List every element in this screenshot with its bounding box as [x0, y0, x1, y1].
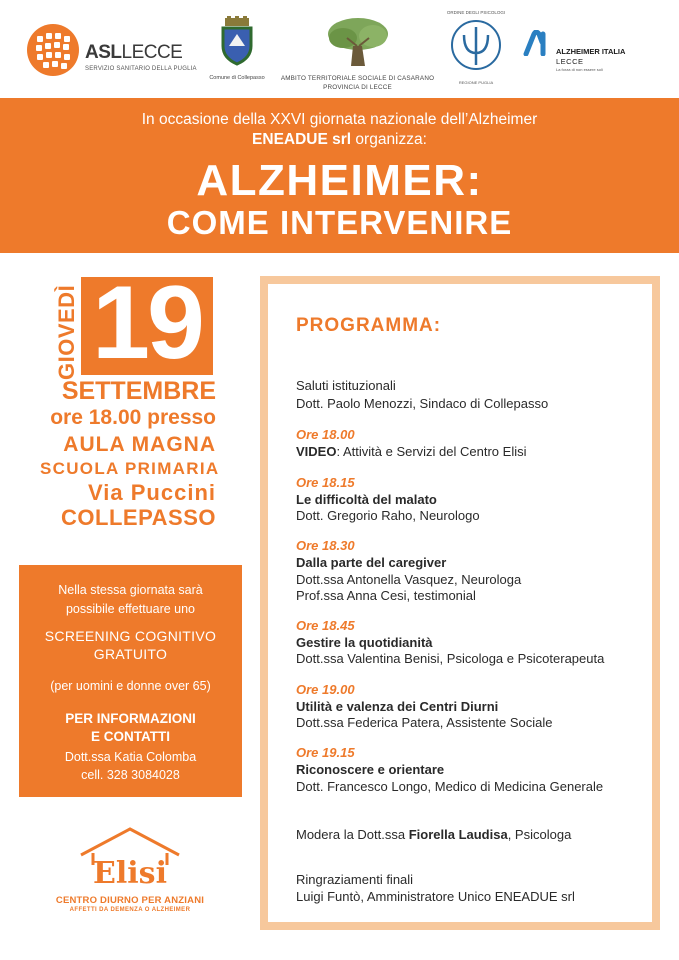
item-6-title: Riconoscere e orientare — [296, 762, 445, 777]
item-5-title: Utilità e valenza dei Centri Diurni — [296, 699, 499, 714]
item-5-speaker: Dott.ssa Federica Patera, Assistente Sociale — [296, 715, 553, 730]
item-3-speaker-1: Dott.ssa Antonella Vasquez, Neurologa — [296, 572, 522, 587]
event-title: ALZHEIMER: — [196, 156, 483, 205]
organizer-verb: organizza: — [351, 131, 427, 148]
asl-dots-icon — [27, 24, 79, 76]
item-3-speaker-2: Prof.ssa Anna Cesi, testimonial — [296, 588, 476, 603]
item-4-title: Gestire la quotidianità — [296, 635, 433, 650]
screening-free: GRATUITO — [93, 646, 168, 662]
event-details — [40, 377, 220, 531]
elisi-name: Elisi — [93, 856, 167, 891]
screening-audience: (per uomini e donne over 65) — [50, 679, 211, 693]
contact-phone: cell. 328 3084028 — [81, 768, 180, 782]
elisi-subtitle: CENTRO DIURNO PER ANZIANI — [55, 895, 205, 906]
item-2-speaker: Dott. Gregorio Raho, Neurologo — [296, 508, 480, 523]
info-line-2: possibile effettuare uno — [65, 602, 196, 616]
olive-tree-icon — [323, 16, 393, 68]
venue-label: AULA MAGNA — [63, 433, 216, 456]
alzheimer-mark-icon — [522, 30, 552, 56]
item-5-time: Ore 19.00 — [296, 682, 355, 697]
programma-title: PROGRAMMA: — [296, 315, 442, 336]
title-band — [0, 98, 679, 253]
item-2-time: Ore 18.15 — [296, 475, 355, 490]
item-6-time: Ore 19.15 — [296, 745, 355, 760]
item-3-title: Dalla parte del caregiver — [296, 555, 447, 570]
comune-logo — [206, 16, 268, 88]
contacts-title-1: PER INFORMAZIONI — [65, 711, 196, 726]
weekday-vertical — [52, 272, 79, 382]
town-label: COLLEPASSO — [61, 505, 216, 530]
programma-content — [268, 284, 652, 922]
ordine-bottom-label: REGIONE PUGLIA — [458, 80, 494, 85]
comune-crest-icon — [219, 16, 255, 66]
closing-title: Ringraziamenti finali — [296, 872, 414, 887]
month-label: SETTEMBRE — [61, 377, 216, 405]
alzheimer-italia-logo — [522, 30, 662, 80]
ambito-logo — [275, 16, 440, 94]
asl-lecce-logo — [27, 22, 202, 82]
psi-icon — [448, 17, 504, 75]
screening-info-box — [19, 565, 242, 797]
elisi-logo — [40, 825, 220, 920]
moderator-line: Modera la Dott.ssa Fiorella Laudisa, Psicologa — [296, 827, 572, 842]
alz-city: LECCE — [556, 57, 584, 66]
elisi-tagline: AFFETTI DA DEMENZA O ALZHEIMER — [69, 907, 191, 913]
item-2-title: Le difficoltà del malato — [296, 492, 437, 507]
asl-subtitle: SERVIZIO SANITARIO DELLA PUGLIA — [85, 66, 197, 72]
item-1-title: VIDEO: Attività e Servizi del Centro Elisi — [296, 444, 527, 459]
programma-panel — [260, 276, 660, 930]
time-label: ore 18.00 presso — [50, 406, 216, 429]
alz-tagline: La forza di non essere soli — [556, 67, 603, 72]
ambito-title: AMBITO TERRITORIALE SOCIALE DI CASARANO — [280, 75, 435, 82]
asl-name: ASLLECCE — [85, 42, 183, 63]
occasion-line: In occasione della XXVI giornata nazionale dell’Alzheimer — [141, 111, 538, 128]
closing-speaker: Luigi Funtò, Amministratore Unico ENEADUE srl — [296, 889, 575, 904]
school-label: SCUOLA PRIMARIA — [40, 459, 220, 478]
item-6-speaker: Dott. Francesco Longo, Medico di Medicina Generale — [296, 779, 604, 794]
screening-title: SCREENING COGNITIVO — [44, 628, 217, 644]
logo-strip — [0, 0, 679, 98]
saluti-speaker: Dott. Paolo Menozzi, Sindaco di Collepasso — [296, 396, 549, 411]
item-3-time: Ore 18.30 — [296, 538, 355, 553]
item-4-speaker: Dott.ssa Valentina Benisi, Psicologa e Psicoterapeuta — [296, 651, 605, 666]
saluti-title: Saluti istituzionali — [296, 378, 396, 393]
organizer-line — [0, 131, 679, 149]
ambito-province: PROVINCIA DI LECCE — [323, 84, 392, 91]
ordine-psicologi-logo — [442, 10, 510, 90]
item-1-time: Ore 18.00 — [296, 427, 355, 442]
item-4-time: Ore 18.45 — [296, 618, 355, 633]
contacts-title-2: E CONTATTI — [91, 729, 170, 744]
contact-name: Dott.ssa Katia Colomba — [64, 750, 197, 764]
info-line-1: Nella stessa giornata sarà — [58, 583, 203, 597]
comune-label: Comune di Collepasso — [209, 75, 265, 81]
event-subtitle: COME INTERVENIRE — [166, 204, 513, 241]
organizer-name: ENEADUE srl — [252, 131, 352, 148]
day-number: 19 — [92, 265, 202, 381]
street-label: Via Puccini — [88, 480, 216, 505]
alz-name: ALZHEIMER ITALIA — [556, 47, 626, 56]
weekday-label: GIOVEDÌ — [54, 284, 79, 380]
ordine-top-label: ORDINE DEGLI PSICOLOGI — [446, 10, 506, 15]
